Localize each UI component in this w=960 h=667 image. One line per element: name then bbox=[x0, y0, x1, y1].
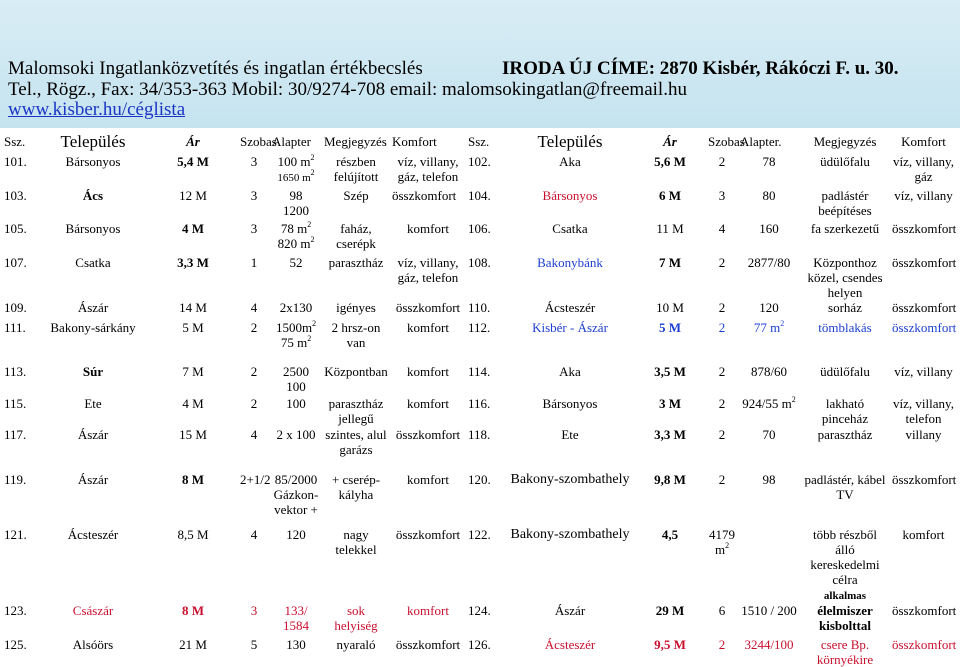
note: igényes bbox=[336, 300, 376, 315]
note: sok helyiség bbox=[334, 603, 378, 633]
komfort: víz, villany bbox=[894, 188, 953, 203]
rooms: 6 bbox=[718, 603, 726, 618]
komfort: villany bbox=[905, 427, 942, 442]
note: üdülőfalu bbox=[820, 364, 870, 379]
col-ssz: Ssz. bbox=[4, 134, 26, 149]
table-row bbox=[2, 255, 957, 300]
header-line-1 bbox=[8, 58, 899, 80]
col-ar-right: Ár bbox=[663, 134, 677, 149]
price: 5 M bbox=[658, 320, 682, 335]
komfort: komfort bbox=[407, 603, 449, 618]
komfort: összkomfort bbox=[395, 427, 461, 442]
col-ar: Ár bbox=[186, 134, 200, 149]
price: 7 M bbox=[658, 255, 682, 270]
table-row bbox=[2, 188, 957, 221]
row-number: 114. bbox=[468, 364, 491, 379]
area: 1510 / 200 bbox=[741, 603, 797, 618]
town: Bakony-szombathely bbox=[510, 472, 630, 487]
row-number: 106. bbox=[468, 221, 491, 236]
rooms: 3 bbox=[718, 188, 726, 203]
row-number: 110. bbox=[468, 300, 491, 315]
table-row bbox=[2, 364, 957, 396]
listing-table bbox=[2, 134, 957, 667]
town: Császár bbox=[72, 603, 114, 618]
note: fa szerkezetű bbox=[810, 221, 880, 236]
price: 9,5 M bbox=[654, 637, 686, 652]
area: 160 bbox=[759, 221, 779, 236]
note: nyaraló bbox=[336, 637, 376, 652]
row-number: 101. bbox=[4, 154, 27, 169]
note: faház, cserépk bbox=[336, 221, 376, 251]
area: 2500 100 bbox=[283, 364, 309, 394]
row-number: 120. bbox=[468, 472, 491, 487]
town: Ete bbox=[561, 427, 579, 442]
rooms: 5 bbox=[250, 637, 258, 652]
col-szobas: Szobas bbox=[240, 134, 277, 149]
komfort: víz, villany, gáz, telefon bbox=[397, 154, 459, 184]
row-number: 115. bbox=[4, 396, 27, 411]
komfort: összkomfort bbox=[892, 603, 957, 618]
area: 80 bbox=[762, 188, 776, 203]
note: csere Bp. környékire bbox=[816, 637, 874, 667]
town: Bakonybánk bbox=[537, 255, 603, 270]
rooms: 2 bbox=[718, 255, 726, 270]
komfort: összkomfort bbox=[892, 472, 957, 487]
town: Kisbér - Ászár bbox=[532, 320, 608, 335]
komfort: víz, villany, gáz, telefon bbox=[397, 255, 459, 285]
note: élelmiszer kisbolttal bbox=[817, 603, 873, 633]
row-number: 123. bbox=[4, 603, 27, 618]
price: 5,6 M bbox=[654, 154, 686, 169]
rooms: 2 bbox=[718, 396, 726, 411]
office-header bbox=[0, 0, 960, 128]
rooms: 4179 $m^2$ bbox=[709, 527, 735, 557]
rooms: 2 bbox=[718, 637, 726, 652]
note: lakható pinceház bbox=[821, 396, 869, 426]
area: 85/2000 Gázkon-vektor + bbox=[273, 472, 319, 517]
table-row bbox=[2, 154, 957, 188]
price: 3,5 M bbox=[654, 364, 686, 379]
row-number: 124. bbox=[468, 603, 491, 618]
area: 133/ 1584 bbox=[283, 603, 309, 633]
note: parasztház bbox=[817, 427, 873, 442]
price: 11 M bbox=[656, 221, 684, 236]
area: 78 bbox=[762, 154, 776, 169]
komfort: víz, villany, telefon bbox=[893, 396, 954, 426]
town: Aka bbox=[559, 154, 581, 169]
town: Bársonyos bbox=[65, 154, 121, 169]
price: 8,5 M bbox=[177, 527, 209, 542]
rooms: 3 bbox=[250, 188, 258, 203]
rooms: 4 bbox=[250, 427, 258, 442]
town: Ácsteszér bbox=[67, 527, 119, 542]
area: 924/55 $m^2$ bbox=[742, 395, 796, 411]
note: 2 hrsz-on van bbox=[331, 320, 381, 350]
price: 4 M bbox=[181, 221, 205, 236]
town: Alsóörs bbox=[72, 637, 114, 652]
komfort: komfort bbox=[407, 396, 449, 411]
note: sorház bbox=[828, 300, 862, 315]
col-telepules-right: Település bbox=[537, 132, 603, 151]
price: 15 M bbox=[179, 427, 207, 442]
col-komfort: Komfort bbox=[392, 134, 437, 149]
price: 4 M bbox=[182, 396, 204, 411]
note: üdülőfalu bbox=[820, 154, 870, 169]
rooms: 2+1/2 bbox=[240, 472, 271, 487]
table-row bbox=[2, 527, 957, 603]
komfort: összkomfort bbox=[892, 221, 957, 236]
note: szintes, alul garázs bbox=[325, 427, 387, 457]
table-row bbox=[2, 427, 957, 472]
town: Ászár bbox=[554, 603, 586, 618]
komfort: összkomfort bbox=[395, 637, 461, 652]
col-alapter-right: Alapter. bbox=[740, 134, 782, 149]
town: Ács bbox=[82, 188, 104, 203]
row-number: 116. bbox=[468, 396, 491, 411]
area: 52 bbox=[289, 255, 303, 270]
rooms: 2 bbox=[250, 320, 258, 335]
komfort: komfort bbox=[407, 320, 449, 335]
area: 120 bbox=[286, 527, 306, 542]
note: padlástér beépítéses bbox=[818, 188, 872, 218]
rooms: 2 bbox=[718, 154, 726, 169]
komfort: komfort bbox=[407, 472, 449, 487]
town: Ácsteszér bbox=[544, 637, 596, 652]
price: 10 M bbox=[656, 300, 684, 315]
rooms: 4 bbox=[718, 221, 726, 236]
area: 3244/100 bbox=[744, 637, 794, 652]
rooms: 4 bbox=[250, 527, 258, 542]
komfort: összkomfort bbox=[395, 527, 461, 542]
price: 3,3 M bbox=[177, 255, 209, 270]
price: 14 M bbox=[179, 300, 207, 315]
komfort: komfort bbox=[902, 527, 945, 542]
area: 2 x 100 bbox=[276, 427, 316, 442]
col-telepules: Település bbox=[60, 132, 126, 151]
town: Bársonyos bbox=[542, 188, 598, 203]
komfort: víz, villany bbox=[894, 364, 953, 379]
price: 21 M bbox=[179, 637, 207, 652]
row-number: 117. bbox=[4, 427, 27, 442]
contact-line: Tel., Rögz., Fax: 34/353-363 Mobil: 30/9274-708 email: malomsokingatlan@freemail.hu bbox=[8, 79, 687, 100]
komfort: víz, villany, gáz bbox=[893, 154, 954, 184]
town: Csatka bbox=[552, 221, 588, 236]
town: Ászár bbox=[77, 427, 109, 442]
area: 98 bbox=[762, 472, 776, 487]
table-row bbox=[2, 300, 957, 320]
office-address: IRODA ÚJ CÍME: 2870 Kisbér, Rákóczi F. u. 30. bbox=[502, 58, 899, 79]
row-number: 108. bbox=[468, 255, 491, 270]
note: padlástér, kábel TV bbox=[804, 472, 886, 502]
rooms: 3 bbox=[250, 154, 258, 169]
town: Bársonyos bbox=[65, 221, 121, 236]
town: Súr bbox=[82, 364, 104, 379]
area: 70 bbox=[762, 427, 776, 442]
town: Bársonyos bbox=[542, 396, 598, 411]
town: Ászár bbox=[77, 472, 109, 487]
komfort: komfort bbox=[407, 221, 449, 236]
row-number: 105. bbox=[4, 221, 27, 236]
table-row bbox=[2, 637, 957, 667]
table-header-row bbox=[2, 134, 957, 154]
col-megjegyzes: Megjegyzés bbox=[324, 134, 387, 149]
row-number: 107. bbox=[4, 255, 27, 270]
area: 878/60 bbox=[750, 364, 788, 379]
price: 8 M bbox=[181, 472, 205, 487]
company-name: Malomsoki Ingatlanközvetítés és ingatlan értékbecslés bbox=[8, 58, 423, 79]
area: 100 bbox=[286, 396, 306, 411]
price: 9,8 M bbox=[654, 472, 686, 487]
town: Aka bbox=[559, 364, 581, 379]
town: Bakony-sárkány bbox=[50, 320, 136, 335]
town: Ete bbox=[84, 396, 102, 411]
komfort: összkomfort bbox=[892, 320, 957, 335]
note: + cserép-kályha bbox=[331, 472, 381, 502]
area: 2877/80 bbox=[747, 255, 791, 270]
rooms: 2 bbox=[718, 364, 726, 379]
row-number: 122. bbox=[468, 527, 491, 542]
rooms: 2 bbox=[718, 320, 726, 335]
area: 77 $m^2$ bbox=[753, 319, 785, 335]
rooms: 2 bbox=[718, 472, 726, 487]
rooms: 2 bbox=[718, 300, 726, 315]
col-szobas-right: Szobas bbox=[708, 134, 745, 149]
note: tömblakás bbox=[818, 320, 872, 335]
price: 7 M bbox=[182, 364, 204, 379]
price: 3,3 M bbox=[654, 427, 686, 442]
table-row bbox=[2, 396, 957, 427]
komfort: összkomfort bbox=[892, 300, 957, 315]
komfort: összkomfort bbox=[392, 188, 457, 203]
note: részben felújított bbox=[333, 154, 379, 184]
rooms: 4 bbox=[250, 300, 258, 315]
price: 12 M bbox=[179, 188, 207, 203]
rooms: 1 bbox=[250, 255, 258, 270]
area: $1500m^2$ 75 $m^2$ bbox=[275, 319, 317, 350]
price: 5,4 M bbox=[177, 154, 209, 169]
rooms: 2 bbox=[250, 396, 258, 411]
price: 8 M bbox=[181, 603, 205, 618]
row-number: 126. bbox=[468, 637, 491, 652]
row-number: 103. bbox=[4, 188, 27, 203]
row-number: 109. bbox=[4, 300, 27, 315]
row-number: 118. bbox=[468, 427, 491, 442]
row-number: 104. bbox=[468, 188, 491, 203]
town: Ácsteszér bbox=[544, 300, 596, 315]
note: több részből álló kereskedelmi célra alkalmas bbox=[810, 527, 880, 602]
col-ssz-right: Ssz. bbox=[468, 134, 490, 149]
area: 2x130 bbox=[279, 300, 313, 315]
col-komfort-right: Komfort bbox=[901, 134, 946, 149]
table-row bbox=[2, 221, 957, 255]
note: nagy telekkel bbox=[335, 527, 377, 557]
town: Ászár bbox=[77, 300, 109, 315]
table-row bbox=[2, 320, 957, 364]
rooms: 3 bbox=[250, 603, 258, 618]
price: 29 M bbox=[655, 603, 685, 618]
note: parasztház bbox=[328, 255, 384, 270]
row-number: 119. bbox=[4, 472, 27, 487]
note: Központban bbox=[324, 364, 388, 379]
table-row bbox=[2, 472, 957, 527]
website-link[interactable]: www.kisber.hu/céglista bbox=[8, 99, 186, 120]
price: 6 M bbox=[658, 188, 682, 203]
price: 5 M bbox=[182, 320, 204, 335]
area bbox=[738, 527, 800, 603]
row-number: 102. bbox=[468, 154, 491, 169]
area: 98 1200 bbox=[283, 188, 309, 218]
row-number: 113. bbox=[4, 364, 27, 379]
rooms: 3 bbox=[250, 221, 258, 236]
komfort: komfort bbox=[407, 364, 449, 379]
komfort: összkomfort bbox=[892, 637, 957, 652]
komfort: összkomfort bbox=[395, 300, 461, 315]
row-number: 111. bbox=[4, 320, 26, 335]
note: Központhoz közel, csendes helyen bbox=[807, 255, 883, 300]
row-number: 121. bbox=[4, 527, 27, 542]
komfort: összkomfort bbox=[892, 255, 957, 270]
rooms: 2 bbox=[250, 364, 258, 379]
rooms: 2 bbox=[718, 427, 726, 442]
town: Csatka bbox=[75, 255, 111, 270]
table-row bbox=[2, 603, 957, 637]
area: 130 bbox=[286, 637, 306, 652]
row-number: 112. bbox=[468, 320, 491, 335]
col-alapter: Alapter bbox=[272, 134, 311, 149]
note: Szép bbox=[343, 188, 369, 203]
note: parasztház jellegű bbox=[328, 396, 384, 426]
area: 120 bbox=[759, 300, 779, 315]
row-number: 125. bbox=[4, 637, 27, 652]
town: Bakony-szombathely bbox=[510, 527, 630, 542]
price: 4,5 bbox=[661, 527, 679, 542]
col-megjegyzes-right: Megjegyzés bbox=[813, 134, 877, 149]
area: 100 $m^2$ 1650 $m^2$ bbox=[277, 153, 315, 184]
area: 78 $m^2$ 820 $m^2$ bbox=[277, 220, 315, 251]
price: 3 M bbox=[658, 396, 682, 411]
